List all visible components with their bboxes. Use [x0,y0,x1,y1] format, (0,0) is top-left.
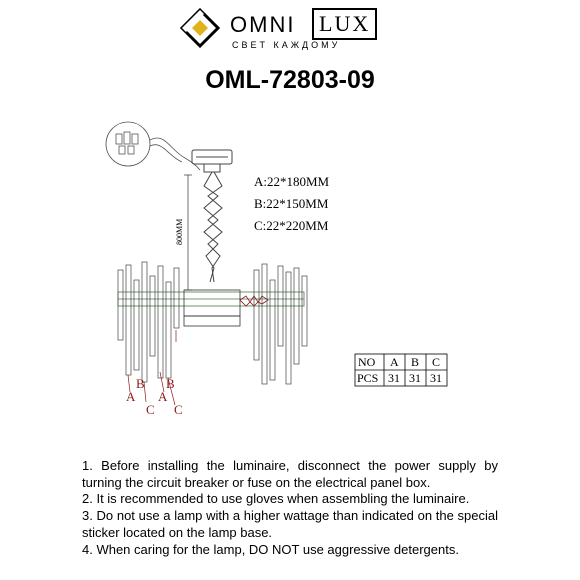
table-cell-pcs: PCS [357,371,379,385]
table-cell-c: 31 [430,371,442,385]
part-label-a: A [126,389,136,404]
note-2: 2. It is recommended to use gloves when assembling the luminaire. [82,491,470,507]
table-cell-a: 31 [388,371,400,385]
note-4: 4. When caring for the lamp, DO NOT use aggressive detergents. [82,541,459,557]
table-cell-b: 31 [409,371,421,385]
table-header-b: B [411,355,420,369]
note-3: 3. Do not use a lamp with a higher wattage than indicated on the special sticker located on the lamp base. [82,508,498,540]
suspension-chain [204,172,222,282]
note-1: 1. Before installing the luminaire, disconnect the power supply by turning the circuit breaker or fuse on the electrical panel box. [82,458,498,490]
table-header-a: A [390,355,399,369]
table-header-c: C [432,355,441,369]
part-label-c-left: C [146,402,155,417]
dimension-a: A:22*180MM [254,174,330,189]
crystal-rods-right [254,264,307,384]
safety-notes [82,458,498,558]
crystal-rods-left [118,262,179,382]
brand-tagline: СВЕТ КАЖДОМУ [232,40,341,50]
part-label-c-right: C [174,402,183,417]
ceiling-canopy [192,150,232,172]
chandelier-frame [118,290,304,326]
table-header-no: NO [358,355,376,369]
dimension-b: B:22*150MM [254,196,329,211]
model-number: OML-72803-09 [205,66,375,94]
brand-name-omni: OMNI [230,12,296,37]
part-label-b-right: B [166,376,175,391]
part-label-a-right: A [158,389,168,404]
brand-name-lux: LUX [312,8,377,40]
cable-dimension [184,175,192,290]
dimension-c: C:22*220MM [254,218,329,233]
cable-length-label: 800MM [175,218,184,245]
part-label-b-left: B [136,376,145,391]
canopy-detail [106,122,200,170]
